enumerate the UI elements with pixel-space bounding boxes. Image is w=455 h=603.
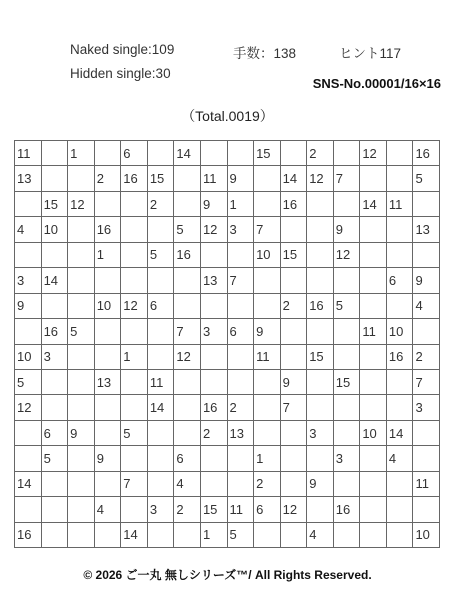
- sudoku-grid: [14, 140, 440, 548]
- grid-cell[interactable]: 11: [413, 471, 440, 496]
- grid-cell[interactable]: [360, 268, 387, 293]
- grid-cell[interactable]: [147, 420, 174, 445]
- grid-cell[interactable]: [280, 471, 307, 496]
- grid-cell[interactable]: [121, 242, 148, 267]
- grid-cell[interactable]: [94, 268, 121, 293]
- grid-cell[interactable]: [121, 395, 148, 420]
- grid-cell[interactable]: 13: [200, 268, 227, 293]
- hidden-single-count: Hidden single:30: [70, 66, 171, 81]
- grid-cell[interactable]: [386, 522, 413, 547]
- grid-cell[interactable]: [307, 319, 334, 344]
- grid-cell[interactable]: [94, 522, 121, 547]
- grid-cell[interactable]: [174, 522, 201, 547]
- grid-cell[interactable]: 9: [333, 217, 360, 242]
- grid-cell[interactable]: 3: [413, 395, 440, 420]
- grid-cell[interactable]: [41, 293, 68, 318]
- grid-cell[interactable]: [333, 395, 360, 420]
- grid-cell[interactable]: 7: [174, 319, 201, 344]
- grid-cell[interactable]: 10: [360, 420, 387, 445]
- grid-cell[interactable]: [307, 268, 334, 293]
- total-count: （Total.0019）: [181, 108, 274, 124]
- grid-cell[interactable]: 10: [386, 319, 413, 344]
- grid-cell[interactable]: 9: [413, 268, 440, 293]
- grid-cell[interactable]: [254, 268, 281, 293]
- grid-row: [15, 166, 440, 191]
- grid-cell[interactable]: 1: [121, 344, 148, 369]
- grid-cell[interactable]: [413, 497, 440, 522]
- grid-cell[interactable]: [147, 344, 174, 369]
- grid-cell[interactable]: [386, 166, 413, 191]
- grid-cell[interactable]: [333, 268, 360, 293]
- grid-cell[interactable]: 5: [68, 319, 95, 344]
- grid-cell[interactable]: 16: [174, 242, 201, 267]
- grid-cell[interactable]: 7: [333, 166, 360, 191]
- grid-cell[interactable]: 5: [41, 446, 68, 471]
- grid-cell[interactable]: 7: [280, 395, 307, 420]
- grid-cell[interactable]: 6: [227, 319, 254, 344]
- grid-cell[interactable]: 11: [200, 166, 227, 191]
- grid-cell[interactable]: 9: [94, 446, 121, 471]
- grid-cell[interactable]: 1: [94, 242, 121, 267]
- grid-cell[interactable]: [68, 497, 95, 522]
- grid-cell[interactable]: [68, 369, 95, 394]
- grid-cell[interactable]: 3: [307, 420, 334, 445]
- grid-cell[interactable]: 12: [307, 166, 334, 191]
- grid-cell[interactable]: 10: [15, 344, 42, 369]
- grid-cell[interactable]: 3: [41, 344, 68, 369]
- grid-row: [15, 395, 440, 420]
- grid-cell[interactable]: 16: [41, 319, 68, 344]
- grid-row: [15, 191, 440, 216]
- grid-cell[interactable]: [360, 344, 387, 369]
- grid-cell[interactable]: 10: [254, 242, 281, 267]
- grid-cell[interactable]: 9: [227, 166, 254, 191]
- grid-cell[interactable]: [413, 319, 440, 344]
- grid-cell[interactable]: 4: [307, 522, 334, 547]
- grid-cell[interactable]: [386, 369, 413, 394]
- grid-cell[interactable]: [386, 471, 413, 496]
- grid-cell[interactable]: 14: [121, 522, 148, 547]
- grid-row: [15, 319, 440, 344]
- grid-cell[interactable]: 13: [94, 369, 121, 394]
- grid-cell[interactable]: [94, 395, 121, 420]
- grid-cell[interactable]: [147, 522, 174, 547]
- grid-cell[interactable]: [280, 217, 307, 242]
- grid-cell[interactable]: [121, 268, 148, 293]
- grid-cell[interactable]: 16: [15, 522, 42, 547]
- grid-cell[interactable]: [15, 191, 42, 216]
- grid-cell[interactable]: 15: [254, 141, 281, 166]
- grid-cell[interactable]: 4: [15, 217, 42, 242]
- grid-cell[interactable]: [333, 191, 360, 216]
- grid-cell[interactable]: 11: [227, 497, 254, 522]
- grid-cell[interactable]: 12: [333, 242, 360, 267]
- grid-cell[interactable]: 2: [413, 344, 440, 369]
- grid-cell[interactable]: 15: [333, 369, 360, 394]
- grid-cell[interactable]: 16: [307, 293, 334, 318]
- grid-cell[interactable]: [147, 141, 174, 166]
- grid-cell[interactable]: [386, 141, 413, 166]
- grid-cell[interactable]: [147, 471, 174, 496]
- grid-cell[interactable]: [174, 268, 201, 293]
- grid-cell[interactable]: [386, 497, 413, 522]
- grid-cell[interactable]: [227, 369, 254, 394]
- grid-cell[interactable]: [41, 141, 68, 166]
- grid-cell[interactable]: 14: [41, 268, 68, 293]
- grid-cell[interactable]: [413, 242, 440, 267]
- grid-cell[interactable]: 4: [174, 471, 201, 496]
- grid-cell[interactable]: [68, 344, 95, 369]
- grid-cell[interactable]: 9: [307, 471, 334, 496]
- grid-cell[interactable]: 16: [333, 497, 360, 522]
- grid-cell[interactable]: 12: [68, 191, 95, 216]
- grid-cell[interactable]: [174, 369, 201, 394]
- grid-cell[interactable]: [254, 522, 281, 547]
- grid-cell[interactable]: 3: [227, 217, 254, 242]
- grid-cell[interactable]: [94, 191, 121, 216]
- grid-cell[interactable]: 16: [200, 395, 227, 420]
- grid-cell[interactable]: 3: [333, 446, 360, 471]
- grid-cell[interactable]: 12: [280, 497, 307, 522]
- grid-cell[interactable]: 7: [227, 268, 254, 293]
- grid-cell[interactable]: 14: [280, 166, 307, 191]
- grid-cell[interactable]: 3: [15, 268, 42, 293]
- grid-cell[interactable]: 2: [280, 293, 307, 318]
- naked-single-count: Naked single:109: [70, 42, 175, 57]
- grid-row: [15, 242, 440, 267]
- grid-cell[interactable]: 15: [200, 497, 227, 522]
- grid-cell[interactable]: 2: [307, 141, 334, 166]
- grid-cell[interactable]: [360, 446, 387, 471]
- copyright-notice: © 2026 ご一丸 無しシリーズ™/ All Rights Reserved.: [83, 568, 372, 582]
- grid-cell[interactable]: 13: [413, 217, 440, 242]
- grid-cell[interactable]: 1: [200, 522, 227, 547]
- grid-cell[interactable]: 14: [360, 191, 387, 216]
- grid-cell[interactable]: [413, 420, 440, 445]
- grid-cell[interactable]: 2: [200, 420, 227, 445]
- grid-cell[interactable]: [307, 395, 334, 420]
- grid-cell[interactable]: 14: [15, 471, 42, 496]
- grid-cell[interactable]: 9: [200, 191, 227, 216]
- grid-cell[interactable]: [174, 191, 201, 216]
- grid-cell[interactable]: [333, 141, 360, 166]
- grid-cell[interactable]: [94, 141, 121, 166]
- grid-cell[interactable]: [174, 166, 201, 191]
- grid-cell[interactable]: [94, 420, 121, 445]
- grid-cell[interactable]: [68, 471, 95, 496]
- grid-cell[interactable]: 4: [413, 293, 440, 318]
- grid-row: [15, 344, 440, 369]
- grid-cell[interactable]: 7: [121, 471, 148, 496]
- grid-cell[interactable]: 12: [200, 217, 227, 242]
- grid-cell[interactable]: [280, 141, 307, 166]
- grid-cell[interactable]: [386, 242, 413, 267]
- grid-cell[interactable]: [254, 369, 281, 394]
- grid-cell[interactable]: [147, 217, 174, 242]
- grid-cell[interactable]: [68, 217, 95, 242]
- grid-row: [15, 471, 440, 496]
- grid-cell[interactable]: 12: [121, 293, 148, 318]
- grid-cell[interactable]: [200, 344, 227, 369]
- grid-cell[interactable]: 15: [41, 191, 68, 216]
- grid-cell[interactable]: [200, 471, 227, 496]
- grid-cell[interactable]: [333, 344, 360, 369]
- grid-cell[interactable]: 5: [227, 522, 254, 547]
- grid-cell[interactable]: 6: [174, 446, 201, 471]
- grid-cell[interactable]: [413, 191, 440, 216]
- grid-cell[interactable]: 2: [227, 395, 254, 420]
- grid-cell[interactable]: [41, 369, 68, 394]
- grid-cell[interactable]: [386, 293, 413, 318]
- grid-cell[interactable]: 14: [174, 141, 201, 166]
- grid-cell[interactable]: [94, 344, 121, 369]
- grid-cell[interactable]: [121, 446, 148, 471]
- grid-cell[interactable]: [386, 217, 413, 242]
- grid-cell[interactable]: 5: [147, 242, 174, 267]
- grid-cell[interactable]: 12: [360, 141, 387, 166]
- grid-cell[interactable]: 2: [147, 191, 174, 216]
- grid-cell[interactable]: 16: [94, 217, 121, 242]
- grid-cell[interactable]: [227, 293, 254, 318]
- grid-cell[interactable]: [200, 141, 227, 166]
- grid-cell[interactable]: 3: [147, 497, 174, 522]
- grid-row: [15, 420, 440, 445]
- grid-cell[interactable]: 10: [94, 293, 121, 318]
- grid-cell[interactable]: 15: [147, 166, 174, 191]
- grid-cell[interactable]: 16: [386, 344, 413, 369]
- grid-cell[interactable]: [68, 166, 95, 191]
- grid-cell[interactable]: [121, 319, 148, 344]
- grid-cell[interactable]: 5: [413, 166, 440, 191]
- grid-cell[interactable]: [227, 344, 254, 369]
- grid-cell[interactable]: 1: [254, 446, 281, 471]
- grid-cell[interactable]: 6: [41, 420, 68, 445]
- grid-cell[interactable]: 13: [227, 420, 254, 445]
- grid-cell[interactable]: [200, 369, 227, 394]
- grid-cell[interactable]: [174, 293, 201, 318]
- grid-cell[interactable]: [307, 242, 334, 267]
- grid-cell[interactable]: [94, 319, 121, 344]
- grid-cell[interactable]: [68, 446, 95, 471]
- grid-cell[interactable]: [41, 166, 68, 191]
- grid-cell[interactable]: 16: [413, 141, 440, 166]
- grid-cell[interactable]: 13: [15, 166, 42, 191]
- grid-cell[interactable]: 3: [200, 319, 227, 344]
- hint-count: ヒント117: [339, 46, 402, 61]
- grid-cell[interactable]: [307, 446, 334, 471]
- grid-cell[interactable]: 16: [121, 166, 148, 191]
- grid-cell[interactable]: 15: [280, 242, 307, 267]
- grid-cell[interactable]: 5: [121, 420, 148, 445]
- grid-cell[interactable]: [121, 217, 148, 242]
- grid-cell[interactable]: [360, 497, 387, 522]
- grid-cell[interactable]: [254, 191, 281, 216]
- grid-cell[interactable]: [68, 268, 95, 293]
- grid-cell[interactable]: 4: [94, 497, 121, 522]
- grid-cell[interactable]: [280, 522, 307, 547]
- grid-cell[interactable]: [254, 395, 281, 420]
- grid-cell[interactable]: 2: [254, 471, 281, 496]
- grid-cell[interactable]: [68, 242, 95, 267]
- grid-cell[interactable]: 4: [386, 446, 413, 471]
- grid-cell[interactable]: 11: [15, 141, 42, 166]
- grid-cell[interactable]: [227, 242, 254, 267]
- grid-cell[interactable]: 9: [280, 369, 307, 394]
- grid-cell[interactable]: 7: [413, 369, 440, 394]
- grid-cell[interactable]: [333, 420, 360, 445]
- grid-cell[interactable]: [280, 319, 307, 344]
- grid-cell[interactable]: 1: [227, 191, 254, 216]
- grid-cell[interactable]: [280, 446, 307, 471]
- grid-cell[interactable]: 14: [386, 420, 413, 445]
- grid-cell[interactable]: 6: [254, 497, 281, 522]
- grid-cell[interactable]: [41, 497, 68, 522]
- sudoku-board: [14, 140, 440, 548]
- puzzle-number: SNS-No.00001/16×16: [312, 76, 441, 91]
- grid-row: [15, 446, 440, 471]
- grid-cell[interactable]: [121, 369, 148, 394]
- grid-cell[interactable]: 5: [15, 369, 42, 394]
- grid-cell[interactable]: [200, 446, 227, 471]
- grid-cell[interactable]: [68, 293, 95, 318]
- grid-cell[interactable]: 15: [307, 344, 334, 369]
- grid-cell[interactable]: [41, 471, 68, 496]
- grid-cell[interactable]: [280, 420, 307, 445]
- grid-cell[interactable]: 6: [386, 268, 413, 293]
- grid-cell[interactable]: [360, 242, 387, 267]
- grid-cell[interactable]: 10: [41, 217, 68, 242]
- grid-row: [15, 141, 440, 166]
- grid-cell[interactable]: 12: [174, 344, 201, 369]
- grid-cell[interactable]: [360, 522, 387, 547]
- grid-cell[interactable]: [360, 166, 387, 191]
- grid-row: [15, 293, 440, 318]
- grid-cell[interactable]: [94, 471, 121, 496]
- grid-cell[interactable]: [227, 141, 254, 166]
- grid-cell[interactable]: [360, 293, 387, 318]
- grid-cell[interactable]: [280, 344, 307, 369]
- grid-cell[interactable]: [68, 395, 95, 420]
- grid-cell[interactable]: [227, 446, 254, 471]
- grid-cell[interactable]: [41, 522, 68, 547]
- grid-cell[interactable]: [360, 471, 387, 496]
- grid-cell[interactable]: [333, 319, 360, 344]
- grid-cell[interactable]: [307, 191, 334, 216]
- grid-cell[interactable]: [15, 242, 42, 267]
- grid-cell[interactable]: 16: [280, 191, 307, 216]
- grid-cell[interactable]: [147, 319, 174, 344]
- grid-cell[interactable]: 6: [121, 141, 148, 166]
- grid-cell[interactable]: [360, 395, 387, 420]
- grid-cell[interactable]: [15, 319, 42, 344]
- grid-cell[interactable]: [41, 242, 68, 267]
- grid-cell[interactable]: [174, 395, 201, 420]
- step-count: 手数：138: [233, 46, 297, 61]
- grid-cell[interactable]: [68, 522, 95, 547]
- grid-row: [15, 522, 440, 547]
- grid-cell[interactable]: 11: [254, 344, 281, 369]
- grid-cell[interactable]: 2: [174, 497, 201, 522]
- grid-cell[interactable]: 12: [15, 395, 42, 420]
- grid-cell[interactable]: 10: [413, 522, 440, 547]
- grid-cell[interactable]: [307, 369, 334, 394]
- grid-cell[interactable]: [307, 217, 334, 242]
- grid-cell[interactable]: 11: [360, 319, 387, 344]
- grid-cell[interactable]: [360, 369, 387, 394]
- grid-cell[interactable]: [254, 166, 281, 191]
- grid-row: [15, 217, 440, 242]
- grid-cell[interactable]: [41, 395, 68, 420]
- grid-cell[interactable]: [333, 471, 360, 496]
- grid-cell[interactable]: 5: [333, 293, 360, 318]
- grid-cell[interactable]: [307, 497, 334, 522]
- grid-cell[interactable]: 9: [68, 420, 95, 445]
- grid-cell[interactable]: [227, 471, 254, 496]
- grid-cell[interactable]: [121, 497, 148, 522]
- grid-cell[interactable]: [121, 191, 148, 216]
- grid-cell[interactable]: 9: [15, 293, 42, 318]
- grid-cell[interactable]: [280, 268, 307, 293]
- grid-cell[interactable]: [147, 268, 174, 293]
- grid-cell[interactable]: 9: [254, 319, 281, 344]
- grid-cell[interactable]: [15, 420, 42, 445]
- grid-cell[interactable]: [413, 446, 440, 471]
- grid-cell[interactable]: 2: [94, 166, 121, 191]
- grid-cell[interactable]: [333, 522, 360, 547]
- grid-cell[interactable]: [200, 242, 227, 267]
- grid-cell[interactable]: 1: [68, 141, 95, 166]
- grid-cell[interactable]: [200, 293, 227, 318]
- grid-cell[interactable]: 5: [174, 217, 201, 242]
- grid-cell[interactable]: [254, 420, 281, 445]
- grid-cell[interactable]: 14: [147, 395, 174, 420]
- grid-cell[interactable]: 11: [386, 191, 413, 216]
- grid-cell[interactable]: 11: [147, 369, 174, 394]
- grid-cell[interactable]: [147, 446, 174, 471]
- grid-cell[interactable]: 6: [147, 293, 174, 318]
- grid-cell[interactable]: [15, 446, 42, 471]
- grid-cell[interactable]: [174, 420, 201, 445]
- grid-row: [15, 268, 440, 293]
- grid-cell[interactable]: [360, 217, 387, 242]
- grid-cell[interactable]: [386, 395, 413, 420]
- grid-row: [15, 369, 440, 394]
- grid-cell[interactable]: [254, 293, 281, 318]
- grid-cell[interactable]: [15, 497, 42, 522]
- grid-row: [15, 497, 440, 522]
- grid-cell[interactable]: 7: [254, 217, 281, 242]
